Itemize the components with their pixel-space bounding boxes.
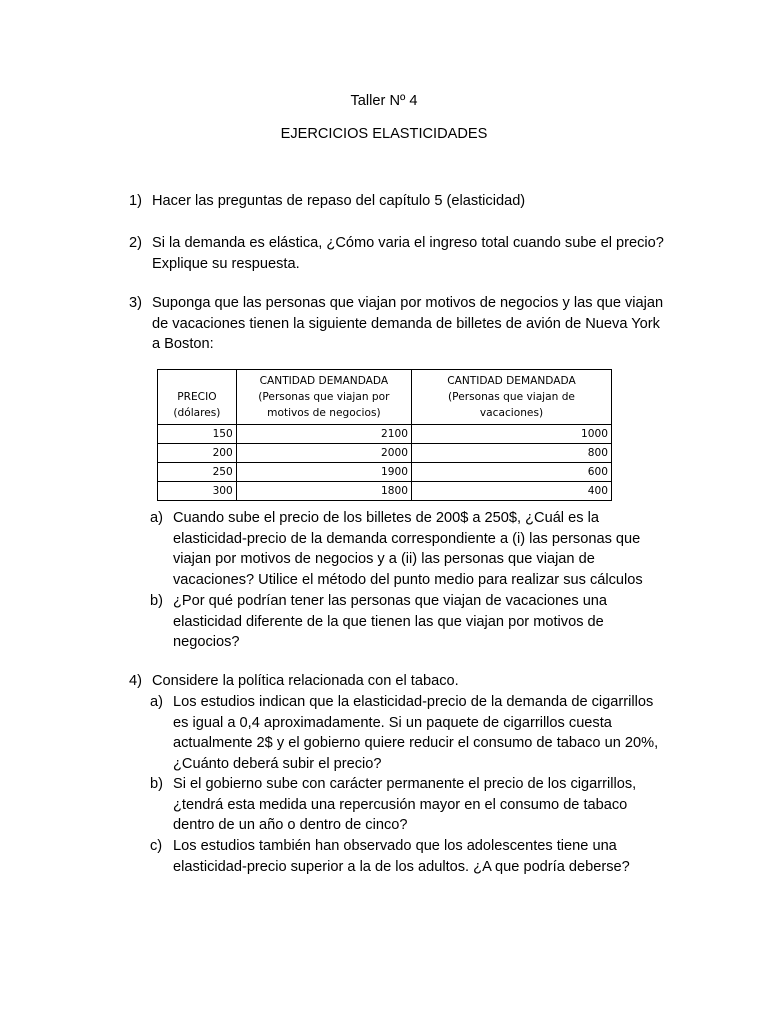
cell-precio: 200 bbox=[158, 444, 237, 463]
question-text: Si la demanda es elástica, ¿Cómo varia el ingreso total cuando sube el precio? Explique su respuesta. bbox=[152, 235, 664, 272]
question-3 bbox=[129, 293, 669, 355]
table-row bbox=[158, 463, 612, 482]
cell-negocios: 2000 bbox=[236, 444, 411, 463]
question-2 bbox=[129, 233, 669, 274]
sub-text: Si el gobierno sube con carácter permanente el precio de los cigarrillos, ¿tendrá esta medida una repercusión mayor en el consumo de tabaco dentro de un año o dentro de cinco? bbox=[173, 776, 637, 834]
header-negocios-line1: CANTIDAD DEMANDADA bbox=[259, 375, 389, 387]
sub-text: Los estudios indican que la elasticidad-precio de la demanda de cigarrillos es igual a 0,4 aproximadamente. Si un paquete de cigarrillos cuesta actualmente 2$ y el gobierno quiere reducir el consumo de tabaco un 20%, ¿Cuánto deberá subir el precio? bbox=[173, 694, 659, 772]
question-4b bbox=[150, 774, 665, 836]
header-negocios-line3: motivos de negocios) bbox=[267, 407, 381, 419]
question-number: 1) bbox=[129, 193, 142, 209]
cell-negocios: 1800 bbox=[236, 482, 411, 501]
header-precio-line2: (dólares) bbox=[173, 407, 221, 419]
header-vacaciones-line1: CANTIDAD DEMANDADA bbox=[447, 375, 576, 387]
header-precio-line1: PRECIO bbox=[177, 391, 217, 403]
page-subtitle: EJERCICIOS ELASTICIDADES bbox=[280, 126, 488, 142]
cell-negocios: 1900 bbox=[236, 463, 411, 482]
sub-text: Cuando sube el precio de los billetes de 200$ a 250$, ¿Cuál es la elasticidad-precio de la demanda correspondiente a (i) las personas que viajan por motivos de negocios y a (ii) las personas que viajan de vacaciones? Utilice el método del punto medio para realizar sus cálculos bbox=[173, 510, 643, 588]
header-vacaciones bbox=[412, 370, 612, 425]
sub-letter: c) bbox=[150, 838, 163, 854]
question-text: Considere la política relacionada con el tabaco. bbox=[152, 673, 459, 689]
table-row bbox=[158, 482, 612, 501]
question-3a bbox=[150, 508, 665, 590]
header-negocios-line2: (Personas que viajan por bbox=[258, 391, 390, 403]
demand-table bbox=[157, 369, 612, 501]
question-4c bbox=[150, 836, 665, 877]
sub-letter: b) bbox=[150, 593, 163, 609]
question-text: Hacer las preguntas de repaso del capítulo 5 (elasticidad) bbox=[152, 193, 526, 209]
cell-precio: 150 bbox=[158, 425, 237, 444]
cell-vacaciones: 400 bbox=[412, 482, 612, 501]
question-1 bbox=[129, 191, 669, 212]
cell-precio: 300 bbox=[158, 482, 237, 501]
page-title: Taller Nº 4 bbox=[350, 93, 418, 109]
question-4 bbox=[129, 671, 669, 692]
question-text: Suponga que las personas que viajan por motivos de negocios y las que viajan de vacaciones tienen la siguiente demanda de billetes de avión de Nueva York a Boston: bbox=[152, 295, 664, 353]
sub-text: Los estudios también han observado que los adolescentes tiene una elasticidad-precio superior a la de los adultos. ¿A que podría deberse? bbox=[173, 838, 630, 875]
cell-precio: 250 bbox=[158, 463, 237, 482]
cell-vacaciones: 600 bbox=[412, 463, 612, 482]
header-vacaciones-line2: (Personas que viajan de bbox=[448, 391, 575, 403]
sub-letter: a) bbox=[150, 694, 163, 710]
header-vacaciones-line3: vacaciones) bbox=[479, 407, 544, 419]
table-row bbox=[158, 425, 612, 444]
sub-text: ¿Por qué podrían tener las personas que viajan de vacaciones una elasticidad diferente de la que tienen las que viajan por motivos de negocios? bbox=[173, 593, 608, 651]
sub-letter: b) bbox=[150, 776, 163, 792]
cell-vacaciones: 1000 bbox=[412, 425, 612, 444]
question-4a bbox=[150, 692, 665, 774]
header-negocios bbox=[236, 370, 411, 425]
question-number: 4) bbox=[129, 673, 142, 689]
question-number: 3) bbox=[129, 295, 142, 311]
table-row bbox=[158, 444, 612, 463]
question-number: 2) bbox=[129, 235, 142, 251]
sub-letter: a) bbox=[150, 510, 163, 526]
cell-vacaciones: 800 bbox=[412, 444, 612, 463]
cell-negocios: 2100 bbox=[236, 425, 411, 444]
table-header-row bbox=[158, 370, 612, 425]
question-3b bbox=[150, 591, 665, 653]
header-precio bbox=[158, 370, 237, 425]
